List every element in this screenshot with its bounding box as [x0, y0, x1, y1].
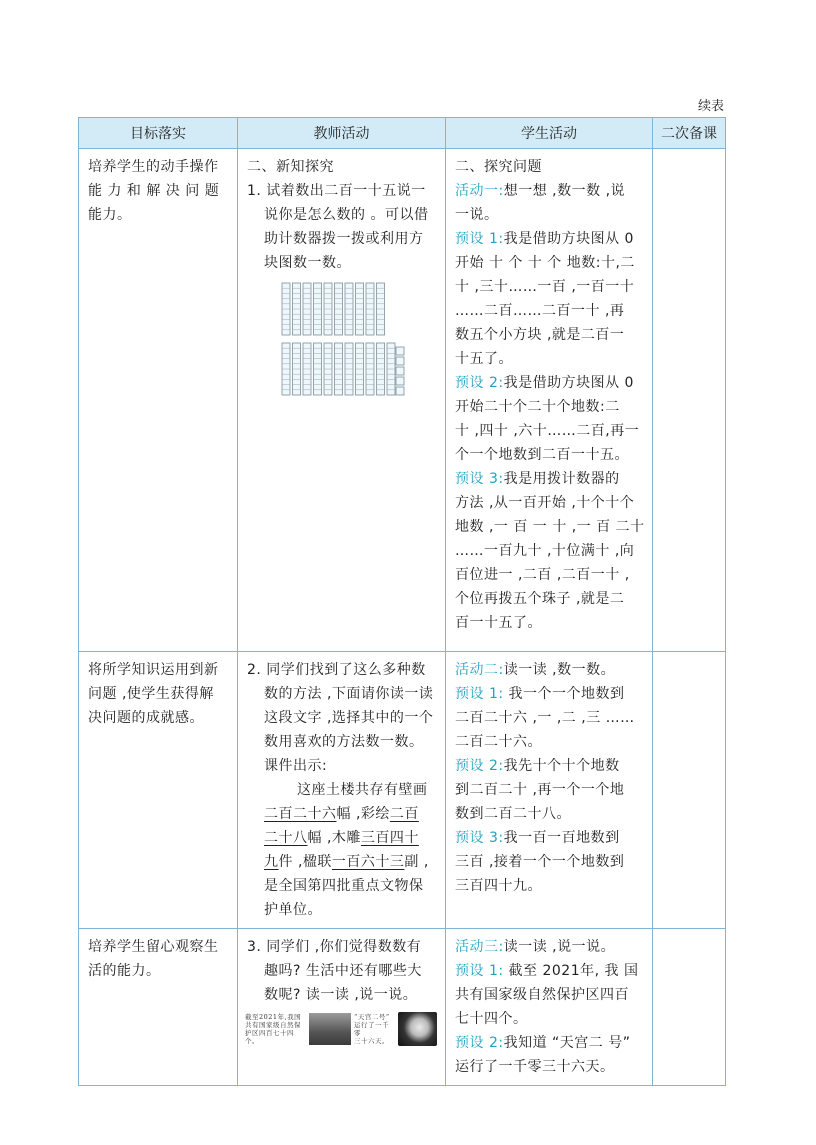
preset-text: 我先十个十个地数: [503, 758, 620, 774]
preset-text: ……二百……二百一十 ,再: [455, 303, 625, 319]
ten-rod: [314, 283, 322, 335]
activity-text: 读一读 ,数一数。: [503, 662, 616, 678]
example-caption-1: 截至2021年,我国 共有国家级自然保 护区四百七十四个。: [245, 1013, 302, 1045]
ten-rod: [303, 283, 311, 335]
preset-text: 七十四个。: [455, 1011, 528, 1027]
ten-rod: [314, 343, 322, 395]
ten-rod: [345, 343, 353, 395]
activity-text: 一说。: [455, 207, 499, 223]
ten-rod: [293, 343, 301, 395]
goal-line: 活的能力。: [88, 963, 161, 979]
preset-text: 个位再拨五个珠子 ,就是二: [455, 591, 625, 607]
preset-text: 运行了一千零三十六天。: [455, 1059, 615, 1075]
preset-text: 十 ,三十……一百 ,一百一十: [455, 279, 635, 295]
ten-rod: [366, 343, 374, 395]
preset-text: 十五了。: [455, 351, 513, 367]
goal-line: 能 力 和 解 决 问 题: [88, 183, 220, 199]
unit-cube: [396, 377, 404, 385]
teacher-cell: [238, 652, 446, 929]
preset-text: 开始二十个二十个地数:二: [455, 399, 620, 415]
example-caption-2: “天宫二号” 运行了一千零 三十六天。: [354, 1013, 390, 1045]
student-cell: [446, 929, 653, 1086]
real-life-examples-image: [245, 1011, 437, 1047]
preset-label: 预设 3:: [455, 830, 504, 846]
preset-text: 二百二十六 ,一 ,二 ,三 ……: [455, 710, 635, 726]
student-cell: [446, 652, 653, 929]
header-second-prep: 二次备课: [653, 118, 726, 149]
preset-text: 我知道 “天宫二 号”: [503, 1035, 631, 1051]
ten-rod: [303, 343, 311, 395]
ten-rod: [387, 343, 395, 395]
preset-text: 我是用拨计数器的: [503, 471, 620, 487]
number-underlined: 一百六十三: [331, 854, 405, 870]
goal-line: 问题 ,使学生获得解: [88, 686, 214, 702]
ten-rod: [335, 343, 343, 395]
preset-text: 开始 十 个 十 个 地数:十,二: [455, 255, 635, 271]
item-line: 数呢? 读一读 ,说一说。: [264, 987, 418, 1003]
item-line: 这段文字 ,选择其中的一个: [264, 710, 434, 726]
header-goal: 目标落实: [79, 118, 238, 149]
poem-text: 副 ,: [404, 854, 429, 870]
item-line: 助计数器拨一拨或利用方: [264, 231, 424, 247]
activity-label: 活动三:: [455, 939, 504, 955]
number-underlined: 二十八: [264, 830, 308, 846]
number-underlined: 九: [264, 854, 279, 870]
unit-cube: [396, 387, 404, 395]
goal-line: 培养学生留心观察生: [88, 939, 219, 955]
ten-rod: [324, 283, 332, 335]
item-line: 1. 试着数出二百一十五说一: [247, 183, 426, 199]
preset-text: 我是借助方块图从 0: [503, 375, 634, 391]
teacher-cell: [238, 149, 446, 652]
goal-line: 能力。: [88, 207, 132, 223]
preset-label: 预设 2:: [455, 375, 504, 391]
poem-line: 这座土楼共存有壁画: [297, 782, 428, 798]
space-station-photo: [398, 1012, 437, 1046]
item-line: 说你是怎么数的 。可以借: [264, 207, 429, 223]
number-underlined: 二百二十六: [264, 806, 337, 822]
ten-rod: [356, 283, 364, 335]
header-teacher: 教师活动: [238, 118, 446, 149]
poem-text: 幅 ,木雕: [307, 830, 361, 846]
ten-rod: [324, 343, 332, 395]
item-line: 数用喜欢的方法数一数。: [264, 734, 424, 750]
goal-line: 决问题的成就感。: [88, 710, 204, 726]
preset-text: 数到二百二十八。: [455, 806, 571, 822]
item-line: 块图数一数。: [264, 255, 351, 271]
continued-label: 续表: [697, 99, 724, 114]
item-line: 数的方法 ,下面请你读一读: [264, 686, 434, 702]
preset-text: 三百四十九。: [455, 878, 542, 894]
goal-cell: [79, 929, 238, 1086]
poem-line: 是全国第四批重点文物保: [264, 878, 424, 894]
ten-rod: [377, 283, 385, 335]
table-row: [79, 149, 726, 652]
number-underlined: 二百: [389, 806, 419, 822]
preset-label: 预设 1:: [455, 686, 504, 702]
teacher-cell: [238, 929, 446, 1086]
goal-line: 将所学知识运用到新: [88, 662, 219, 678]
preset-text: 我一百一百地数到: [503, 830, 620, 846]
header-row: [79, 118, 726, 149]
preset-text: 百位进一 ,二百 ,二百一十 ,: [455, 567, 630, 583]
activity-label: 活动二:: [455, 662, 504, 678]
preset-text: 方法 ,从一百开始 ,十个十个: [455, 495, 635, 511]
item-line: 趣吗? 生活中还有哪些大: [264, 963, 422, 979]
preset-text: 二百二十六。: [455, 734, 542, 750]
second-prep-cell: [653, 929, 726, 1086]
ten-rod: [282, 283, 290, 335]
second-prep-cell: [653, 652, 726, 929]
preset-text: 截至 2021年, 我 国: [503, 963, 639, 979]
courseware-label: 课件出示:: [264, 758, 328, 774]
preset-label: 预设 2:: [455, 1035, 504, 1051]
student-cell: [446, 149, 653, 652]
goal-cell: [79, 149, 238, 652]
table-row: [79, 929, 726, 1086]
ten-rod: [282, 343, 290, 395]
table-row: [79, 652, 726, 929]
preset-text: 数五个小方块 ,就是二百一: [455, 327, 625, 343]
activity-text: 想一想 ,数一数 ,说: [503, 183, 626, 199]
ten-rod: [293, 283, 301, 335]
ten-rod: [335, 283, 343, 335]
ten-rod: [377, 343, 385, 395]
goal-cell: [79, 652, 238, 929]
poem-line: 护单位。: [264, 902, 322, 918]
second-prep-cell: [653, 149, 726, 652]
poem-text: 件 ,楹联: [278, 854, 332, 870]
unit-cube: [396, 367, 404, 375]
goal-line: 培养学生的动手操作: [88, 159, 219, 175]
poem-text: 幅 ,彩绘: [336, 806, 390, 822]
preset-text: 三百 ,接着一个一个地数到: [455, 854, 625, 870]
preset-text: 地数 ,一 百 一 十 ,一 百 二十: [455, 519, 645, 535]
activity-label: 活动一:: [455, 183, 504, 199]
unit-cube: [396, 347, 404, 355]
item-line: 3. 同学们 ,你们觉得数数有: [247, 939, 422, 955]
number-underlined: 三百四十: [360, 830, 419, 846]
base-ten-blocks-image: [280, 281, 437, 404]
preset-text: 百一十五了。: [455, 615, 542, 631]
section-title: 二、探究问题: [455, 159, 542, 175]
ten-rod: [345, 283, 353, 335]
unit-cube: [396, 357, 404, 365]
nature-reserve-photo: [309, 1013, 351, 1045]
preset-label: 预设 1:: [455, 231, 504, 247]
preset-text: 个一个地数到二百一十五。: [455, 447, 629, 463]
preset-text: 共有国家级自然保护区四百: [455, 987, 629, 1003]
preset-text: ……一百九十 ,十位满十 ,向: [455, 543, 635, 559]
preset-label: 预设 1:: [455, 963, 504, 979]
section-title: 二、新知探究: [247, 159, 334, 175]
preset-text: 到二百二十 ,再一个一个地: [455, 782, 625, 798]
ten-rod: [366, 283, 374, 335]
header-student: 学生活动: [446, 118, 653, 149]
preset-label: 预设 3:: [455, 471, 504, 487]
ten-rod: [356, 343, 364, 395]
activity-text: 读一读 ,说一说。: [503, 939, 616, 955]
lesson-table: [78, 117, 726, 1086]
preset-text: 十 ,四十 ,六十……二百,再一: [455, 423, 640, 439]
preset-text: 我是借助方块图从 0: [503, 231, 634, 247]
item-line: 2. 同学们找到了这么多种数: [247, 662, 426, 678]
preset-text: 我一个一个地数到: [503, 686, 625, 702]
preset-label: 预设 2:: [455, 758, 504, 774]
